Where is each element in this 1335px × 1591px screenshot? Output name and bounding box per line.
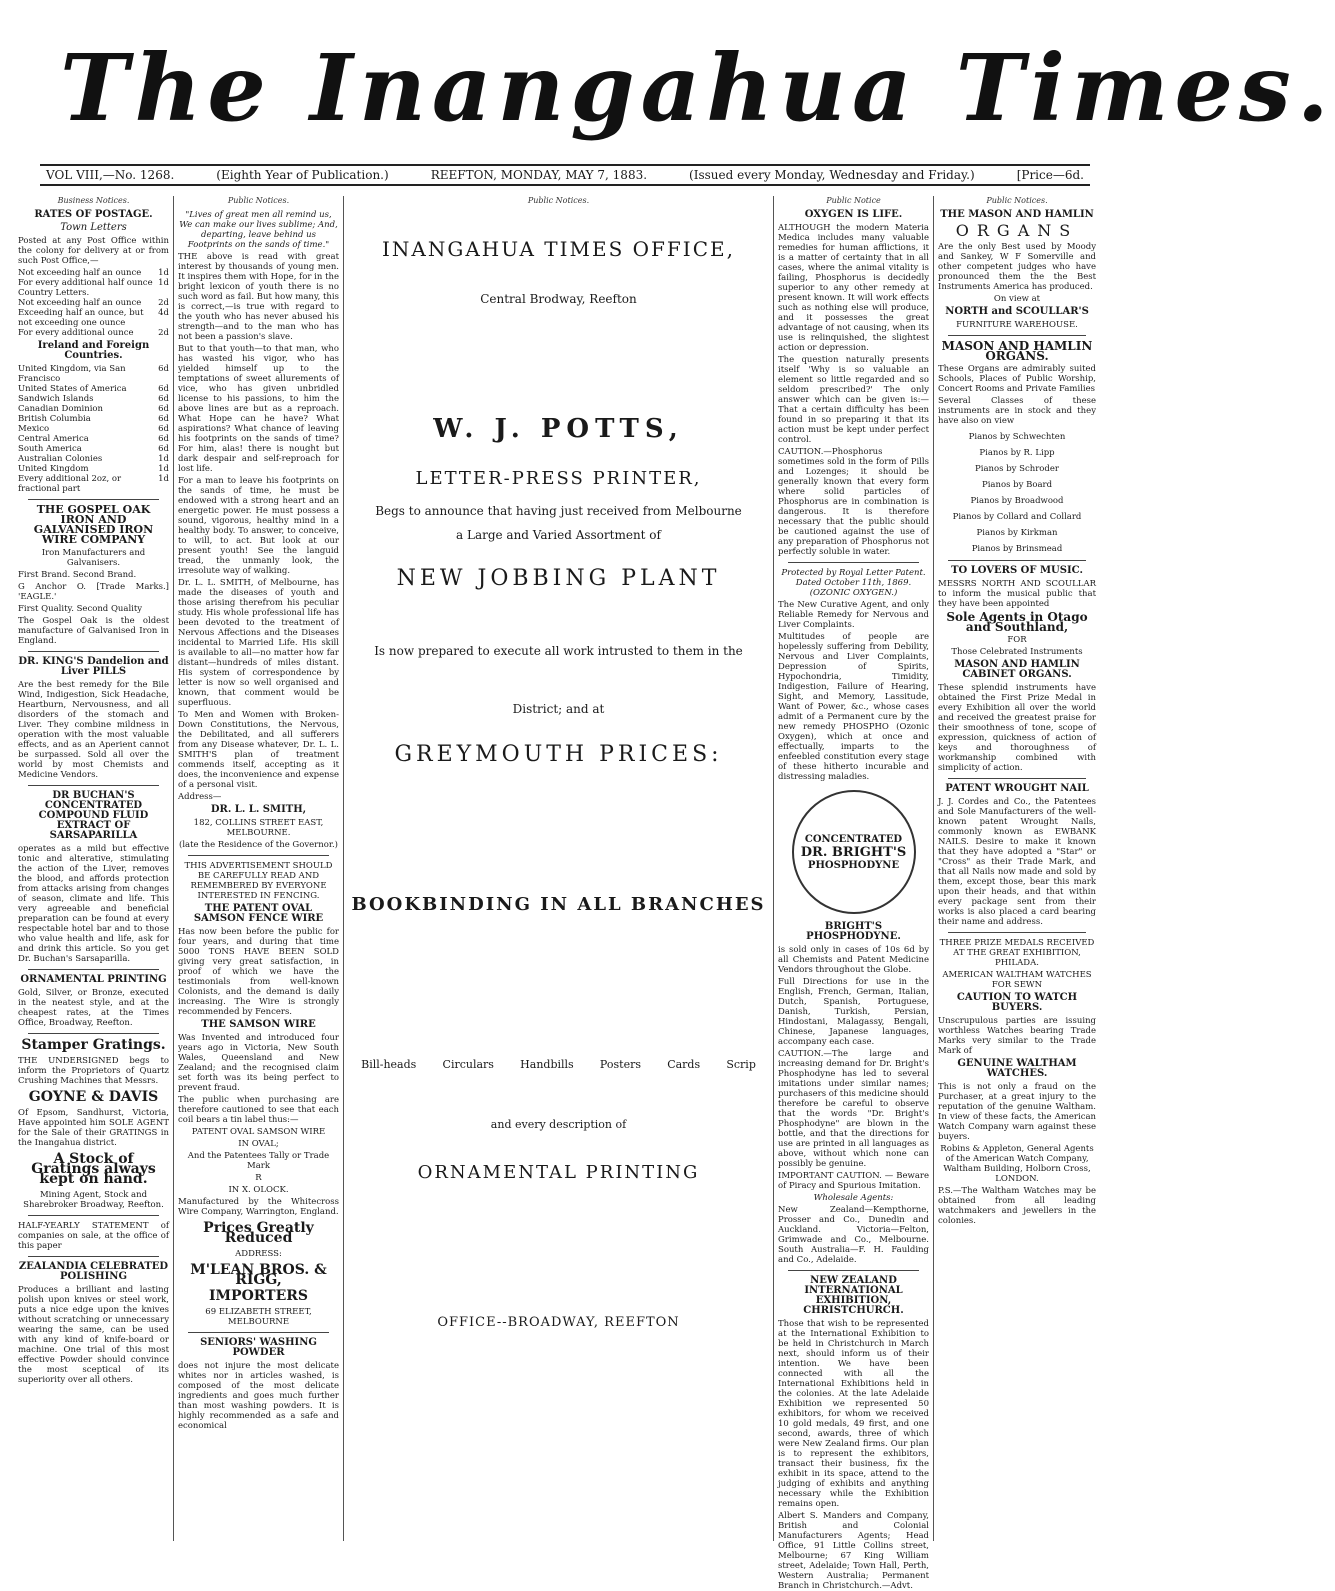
publication-year: (Eighth Year of Publication.) bbox=[216, 168, 389, 182]
broadway-address: Central Brodway, Reefton bbox=[480, 292, 637, 306]
genuine-waltham-text: This is not only a fraud on the Purchaser, at a great injury to the reputation of the genuine Waltham. In view of these facts, the American Watch Company warn against these buyers. bbox=[938, 1082, 1096, 1142]
column-phosphodyne bbox=[774, 196, 934, 1591]
column-printing-ad bbox=[344, 196, 774, 1541]
halfyear-notice: HALF-YEARLY STATEMENT of companies on sale, at the office of this paper bbox=[18, 1221, 169, 1251]
divider bbox=[188, 855, 329, 856]
phosphodyne-seal bbox=[792, 790, 916, 914]
divider bbox=[28, 1256, 159, 1257]
rate-row bbox=[18, 454, 169, 464]
address-label: Address— bbox=[178, 792, 222, 802]
begs-announce: Begs to announce that having just received from Melbourne bbox=[375, 504, 742, 518]
rate-row bbox=[18, 414, 169, 424]
piano-item: Pianos by Schroder bbox=[975, 464, 1059, 474]
text-p4: Dr. L. L. SMITH, of Melbourne, has made the diseases of youth and those arising therefrom his peculiar study. His whole professional life has been devoted to the treatment of Nervous Affections and the Diseases incidental to Married Life. His skill is available to all—no matter how far distant—hundreds of miles distant. His system of correspondence by letter is now so well organised and known, that comment would be superfluous. bbox=[178, 578, 339, 708]
prices-reduced: Prices Greatly Reduced bbox=[203, 1220, 314, 1246]
nz-exhibition-sign: Albert S. Manders and Company, British and Colonial Manufacturers Agents; Head Office, 91 Little Collins street, Melbourne; 67 King William street, Adelaide; Town Hall, Perth, Western Australia; Permanent Branch in Christchurch.—Advt. bbox=[778, 1511, 929, 1591]
foreign-list bbox=[18, 364, 169, 494]
text-p2: But to that youth—to that man, who has wasted his vigor, who has yielded himself up to the temptations of sweet allurements of vice, who has given unbridled license to his passions, to him the above lines are but as a reproach. What Hope can he have? What aspirations? What chance of leaving his footprints on the sands of time? For him, alas! there is nought but dark despair and self-reproach for lost life. bbox=[178, 344, 339, 474]
divider bbox=[948, 778, 1086, 779]
divider bbox=[28, 969, 159, 970]
rate-row bbox=[18, 434, 169, 444]
foreign-title: Ireland and Foreign Countries. bbox=[37, 340, 150, 361]
caution-watch: CAUTION TO WATCH BUYERS. bbox=[956, 992, 1078, 1013]
rate-label: British Columbia bbox=[18, 414, 91, 424]
rate-price: 1d bbox=[158, 278, 169, 288]
print-item: Bill-heads bbox=[361, 1058, 417, 1071]
piano-item: Pianos by R. Lipp bbox=[979, 448, 1055, 458]
tin-label-1: PATENT OVAL SAMSON WIRE bbox=[191, 1127, 326, 1137]
zealandia-title: ZEALANDIA CELEBRATED POLISHING bbox=[18, 1261, 169, 1282]
ornamental-title: ORNAMENTAL PRINTING bbox=[20, 974, 167, 985]
text-p3: For a man to leave his footprints on the sands of time, he must be endowed with a strong heart and an energetic power. He must possess a sound, vigorous, healthy mind in a healthy body. To answer, to conceive, to will, to act. But look at our present youth! See the languid tread, the unmanly look, the irresolute way of walking. bbox=[178, 476, 339, 576]
stock-notice: A Stock of Gratings always kept on hand. bbox=[31, 1151, 156, 1187]
messrs-north: MESSRS NORTH AND SCOULLAR to inform the musical public that they have been appointed bbox=[938, 579, 1096, 609]
column-header: Public Notice bbox=[826, 196, 881, 205]
rate-row bbox=[18, 308, 169, 328]
furniture-warehouse: FURNITURE WAREHOUSE. bbox=[956, 320, 1078, 330]
divider bbox=[28, 499, 159, 500]
patent-nail: PATENT WROUGHT NAIL bbox=[945, 783, 1089, 794]
rate-label: Central America bbox=[18, 434, 89, 444]
piano-item: Pianos by Collard and Collard bbox=[952, 512, 1082, 522]
divider bbox=[28, 785, 159, 786]
rate-price: 6d bbox=[158, 424, 169, 434]
rate-row bbox=[18, 288, 169, 298]
patent-nail-text: J. J. Cordes and Co., the Patentees and Sole Manufacturers of the well-known patent Wrought Nails, commonly known as EWBANK NAILS. Desire to make it known that they have adopted a "Star" or "Cross" as their Trade Mark, and that all Nails now made and sold by them, except those, bear this mark upon their heads, and that within every package sent from their works is also placed a card bearing their name and address. bbox=[938, 797, 1096, 927]
organs-heading: ORGANS bbox=[955, 221, 1079, 240]
genuine-waltham: GENUINE WALTHAM WATCHES. bbox=[957, 1058, 1077, 1079]
splendid-text: These splendid instruments have obtained the First Prize Medal in every Exhibition all over the world and received the greatest praise for their smoothness of tone, scope of expression, quickness of action of keys and thoroughness of workmanship combined with simplicity of action. bbox=[938, 683, 1096, 773]
rate-label: Exceeding half an ounce, but not exceeding one ounce bbox=[18, 308, 144, 328]
bookbinding: BOOKBINDING IN ALL BRANCHES bbox=[351, 894, 766, 915]
gospel-note: The Gospel Oak is the oldest manufacture of Galvanised Iron in England. bbox=[18, 616, 169, 646]
now-prepared: Is now prepared to execute all work intrusted to them in the bbox=[374, 644, 743, 658]
greymouth-prices: GREYMOUTH PRICES: bbox=[394, 742, 723, 767]
king-text: Are the best remedy for the Bile Wind, Indigestion, Sick Headache, Heartburn, Nervousness, and all disorders of the stomach and Liver. They combine mildness in operation with the most valuable effects, and as an Aperient cannot be surpassed. Sold all over the world by most Chemists and Medicine Vendors. bbox=[18, 680, 169, 780]
rate-price: 1d bbox=[158, 454, 169, 464]
posted-text: Posted at any Post Office within the colony for delivery at or from such Post Office,— bbox=[18, 236, 169, 266]
masthead-title: The Inangahua Times. bbox=[60, 34, 1335, 142]
gospel-title: THE GOSPEL OAK IRON AND GALVANISED IRON WIRE COMPANY bbox=[33, 503, 154, 546]
rate-price: 6d bbox=[158, 384, 169, 394]
dateline bbox=[40, 164, 1090, 186]
rate-label: Australian Colonies bbox=[18, 454, 103, 464]
tin-label-3: And the Patentees Tally or Trade Mark bbox=[187, 1151, 330, 1171]
directions: Full Directions for use in the English, French, German, Italian, Dutch, Spanish, Portuguese, Danish, Turkish, Persian, Hindostani, Malagassy, Bengali, Chinese, Japanese languages, accompany each case. bbox=[778, 977, 929, 1047]
importers: IMPORTERS bbox=[209, 1288, 308, 1304]
letterpress-printer: LETTER-PRESS PRINTER, bbox=[415, 468, 702, 489]
zealandia-text: Produces a brilliant and lasting polish upon knives or steel work, puts a nice edge upon the knives without scratching or unnecessary wearing the same, can be used with any kind of knife-board or machine. One trial of this most effective Powder should convince the most sceptical of its superiority over all others. bbox=[18, 1285, 169, 1385]
rate-price: 1d bbox=[158, 474, 169, 484]
ornamental-text: Gold, Silver, or Bronze, executed in the neatest style, and at the cheapest rates, at the Times Office, Broadway, Reefton. bbox=[18, 988, 169, 1028]
samson-wire-text: Was Invented and introduced four years ago in Victoria, New South Wales, Queensland and New Zealand; and the recognised claim set forth was its being perfect to prevent fraud. bbox=[178, 1033, 339, 1093]
rate-price: 2d bbox=[158, 328, 169, 338]
seal-top: CONCENTRATED bbox=[804, 833, 903, 845]
rate-label: Sandwich Islands bbox=[18, 394, 94, 404]
district: District; and at bbox=[512, 702, 605, 716]
rate-price: 6d bbox=[158, 414, 169, 424]
rate-row bbox=[18, 364, 169, 384]
rate-row bbox=[18, 474, 169, 494]
king-title: DR. KING'S Dandelion and Liver PILLS bbox=[18, 656, 169, 677]
piano-item: Pianos by Brinsmead bbox=[971, 544, 1063, 554]
column-public-notices-1 bbox=[174, 196, 344, 1541]
address-heading: ADDRESS: bbox=[235, 1249, 282, 1259]
gospel-brand: First Brand. Second Brand. bbox=[18, 570, 137, 580]
tin-label-2: IN OVAL; bbox=[238, 1139, 279, 1149]
tin-label-5: IN X. OLOCK. bbox=[228, 1185, 289, 1195]
rate-label: South America bbox=[18, 444, 82, 454]
tin-label-4: R bbox=[255, 1173, 262, 1183]
seniors-title: SENIORS' WASHING POWDER bbox=[200, 1337, 317, 1358]
divider bbox=[788, 1270, 919, 1271]
rate-price: 4d bbox=[158, 308, 169, 318]
on-view: On view at bbox=[993, 294, 1041, 304]
new-jobbing-plant: NEW JOBBING PLANT bbox=[396, 566, 721, 591]
samson-text: Has now been before the public for four years, and during that time 5000 TONS HAVE BEEN SOLD giving very great satisfaction, in proof of which we have the testimonials from well-known Colonists, and the demand is daily increasing. The Wire is strongly recommended by Fencers. bbox=[178, 927, 339, 1017]
volume-number: VOL VIII,—No. 1268. bbox=[46, 168, 175, 182]
manufacturer: Manufactured by the Whitecross Wire Company, Warrington, England. bbox=[178, 1197, 339, 1217]
rate-row bbox=[18, 464, 169, 474]
rate-price: 6d bbox=[158, 434, 169, 444]
column-header: Public Notices. bbox=[527, 196, 590, 205]
postscript: P.S.—The Waltham Watches may be obtained from all leading watchmakers and jewellers in the colonies. bbox=[938, 1186, 1096, 1226]
oxygen-p2: The question naturally presents itself 'Why is so valuable an element so little regarded and so seldom prescribed?' The only answer which can be given is:—That a certain difficulty has been found in so preparing it that its action must be kept under perfect control. bbox=[778, 355, 929, 445]
divider bbox=[28, 1033, 159, 1034]
smith-name: DR. L. L. SMITH, bbox=[210, 804, 307, 815]
text-p1: THE above is read with great interest by thousands of young men. It inspires them with Hope, for in the bright lexicon of youth there is no such word as fail. But how many, this is correct,—is true with regard to the youth who has never abused his strength—and to the man who has not been a passion's slave. bbox=[178, 252, 339, 342]
rate-price: 6d bbox=[158, 444, 169, 454]
mining-agent: Mining Agent, Stock and Sharebroker Broadway, Reefton. bbox=[23, 1190, 164, 1210]
rate-price: 6d bbox=[158, 394, 169, 404]
piano-list bbox=[938, 432, 1096, 554]
undersigned-text: THE UNDERSIGNED begs to inform the Proprietors of Quartz Crushing Machines that Messrs. bbox=[18, 1056, 169, 1086]
piano-item: Pianos by Schwechten bbox=[968, 432, 1066, 442]
issue-schedule: (Issued every Monday, Wednesday and Friday.) bbox=[689, 168, 975, 182]
seniors-text: does not injure the most delicate whites nor in articles washed, is composed of the most delicate ingredients and goes much further than most washing powders. It is highly recommended as a safe and economical bbox=[178, 1361, 339, 1431]
stamper-title: Stamper Gratings. bbox=[21, 1037, 166, 1053]
print-item: Circulars bbox=[442, 1058, 494, 1071]
postage-title: RATES OF POSTAGE. bbox=[34, 209, 153, 220]
divider bbox=[188, 1332, 329, 1333]
divider bbox=[28, 651, 159, 652]
rate-row bbox=[18, 404, 169, 414]
rate-row bbox=[18, 394, 169, 404]
bright-text: is sold only in cases of 10s 6d by all Chemists and Patent Medicine Vendors throughout the Globe. bbox=[778, 945, 929, 975]
office-title: INANGAHUA TIMES OFFICE, bbox=[382, 237, 735, 261]
buchan-text: operates as a mild but effective tonic and alterative, stimulating the action of the Liver, removes the blood, and affords protection from attacks arising from changes of season, climate and life. This very agreeable and beneficial preparation can be found at every respectable hotel bar and to those who value health and life, ask for and drink this article. So you get Dr. Buchan's Sarsaparilla. bbox=[18, 844, 169, 964]
smith-address: 182, COLLINS STREET EAST, MELBOURNE. bbox=[193, 818, 324, 838]
price: [Price—6d. bbox=[1016, 168, 1084, 182]
place-date: REEFTON, MONDAY, MAY 7, 1883. bbox=[430, 168, 648, 182]
rate-price: 1d bbox=[158, 268, 169, 278]
elizabeth-street: 69 ELIZABETH STREET, MELBOURNE bbox=[205, 1307, 312, 1327]
piano-item: Pianos by Kirkman bbox=[976, 528, 1058, 538]
samson-wire: THE SAMSON WIRE bbox=[201, 1019, 316, 1030]
seal-bottom: PHOSPHODYNE bbox=[807, 859, 900, 871]
rate-label: United Kingdom, via San Francisco bbox=[18, 364, 126, 384]
mlean-bros: M'LEAN BROS. & RIGG, bbox=[190, 1262, 327, 1288]
celebrated-instruments: Those Celebrated Instruments bbox=[951, 647, 1083, 657]
rate-label: Not exceeding half an ounce bbox=[18, 298, 142, 308]
advertisement-warning: THIS ADVERTISEMENT SHOULD BE CAREFULLY READ AND REMEMBERED BY EVERYONE INTERESTED IN FENCING. bbox=[184, 861, 333, 901]
text-p5: To Men and Women with Broken-Down Constitutions, the Nervous, the Debilitated, and all sufferers from any Disease whatever, Dr. L. L. SMITH'S plan of treatment commends itself, accepting as it does, the inconvenience and expense of a personal visit. bbox=[178, 710, 339, 790]
organs-only: Are the only Best used by Moody and Sankey, W F Somerville and other competent judges who have pronounced them the the Best Instruments America has produced. bbox=[938, 242, 1096, 292]
rate-price: 6d bbox=[158, 404, 169, 414]
rate-label: United States of America bbox=[18, 384, 127, 394]
samson-title: THE PATENT OVAL SAMSON FENCE WIRE bbox=[193, 903, 324, 924]
gospel-marks: G Anchor O. [Trade Marks.] 'EAGLE.' bbox=[18, 582, 169, 602]
mason-hamlin: THE MASON AND HAMLIN bbox=[940, 209, 1094, 220]
important-caution: IMPORTANT CAUTION. — Beware of Piracy and Spurious Imitation. bbox=[778, 1171, 929, 1191]
rate-row bbox=[18, 424, 169, 434]
rate-row bbox=[18, 278, 169, 288]
rate-price: 1d bbox=[158, 464, 169, 474]
robins-appleton: Robins & Appleton, General Agents of the American Watch Company, Waltham Building, Holborn Cross, LONDON. bbox=[940, 1144, 1094, 1184]
caution-watch-text: Unscrupulous parties are issuing worthless Watches bearing Trade Marks very similar to the Trade Mark of bbox=[938, 1016, 1096, 1056]
rate-row bbox=[18, 384, 169, 394]
several-classes: Several Classes of these instruments are in stock and they have also on view bbox=[938, 396, 1096, 426]
samson-caution: The public when purchasing are therefore cautioned to see that each coil bears a tin label thus:— bbox=[178, 1095, 339, 1125]
oxygen-p1: ALTHOUGH the modern Materia Medica includes many valuable remedies for human afflictions, it is a matter of certainty that in all cases, where the animal vitality is failing, Phosphorus is decidedly superior to any other remedy at present known. It will work effects such as nothing else will produce, and it possesses the great advantage of not causing, when its use is relinquished, the slightest action or depression. bbox=[778, 223, 929, 353]
print-item: Cards bbox=[667, 1058, 701, 1071]
rate-price: 6d bbox=[158, 364, 169, 374]
print-items bbox=[348, 1060, 769, 1070]
organs-suited: These Organs are admirably suited Schools, Places of Public Worship, Concert Rooms and Private Families bbox=[938, 364, 1096, 394]
rate-label: Mexico bbox=[18, 424, 50, 434]
divider bbox=[948, 335, 1086, 336]
goyne-davis: GOYNE & DAVIS bbox=[28, 1089, 159, 1105]
divider bbox=[788, 562, 919, 563]
ornamental-printing: ORNAMENTAL PRINTING bbox=[417, 1162, 700, 1183]
rate-row bbox=[18, 298, 169, 308]
large-assortment: a Large and Varied Assortment of bbox=[456, 528, 661, 542]
divider bbox=[28, 1215, 159, 1216]
curative-agent: The New Curative Agent, and only Reliable Remedy for Nervous and Liver Complaints. bbox=[778, 600, 929, 630]
wholesale-agents-label: Wholesale Agents: bbox=[813, 1193, 894, 1203]
buchan-title: DR BUCHAN'S CONCENTRATED COMPOUND FLUID EXTRACT OF SARSAPARILLA bbox=[38, 790, 149, 841]
divider bbox=[948, 560, 1086, 561]
rate-row bbox=[18, 328, 169, 338]
piano-item: Pianos by Board bbox=[981, 480, 1053, 490]
protected-patent: Protected by Royal Letter Patent. Dated October 11th, 1869. (OZONIC OXYGEN.) bbox=[781, 568, 926, 598]
poem: "Lives of great men all remind us, We can make our lives sublime; And, departing, leave behind us Footprints on the sands of time." bbox=[179, 210, 338, 250]
gospel-sub: Iron Manufacturers and Galvanisers. bbox=[41, 548, 146, 568]
nz-exhibition-text: Those that wish to be represented at the International Exhibition to be held in Christchurch in March next, should inform us of their intention. We have been connected with all the International Exhibitions held in the colonies. At the late Adelaide Exhibition we represented 50 exhibitors, for whom we received 10 gold medals, 49 first, and one second, awards, three of which were New Zealand firms. Our plan is to represent the exhibitors, transact their business, fix the exhibit in its space, attend to the judging of exhibits and anything necessary while the Exhibition remains open. bbox=[778, 1319, 929, 1509]
gospel-quality: First Quality. Second Quality bbox=[18, 604, 143, 614]
rate-label: Country Letters. bbox=[18, 288, 90, 298]
american-waltham: AMERICAN WALTHAM WATCHES FOR SEWN bbox=[942, 970, 1092, 990]
rate-row bbox=[18, 444, 169, 454]
nz-exhibition-title: NEW ZEALAND INTERNATIONAL EXHIBITION, CHRISTCHURCH. bbox=[803, 1275, 904, 1316]
town-letters: Town Letters bbox=[60, 222, 127, 233]
rate-price: 2d bbox=[158, 298, 169, 308]
column-header: Public Notices. bbox=[227, 196, 290, 205]
rate-label: Not exceeding half an ounce bbox=[18, 268, 142, 278]
piano-item: Pianos by Broadwood bbox=[970, 496, 1064, 506]
mason-hamlin-organs: MASON AND HAMLIN ORGANS. bbox=[941, 339, 1093, 363]
seal-mid: DR. BRIGHT'S bbox=[800, 844, 907, 860]
potts-name: W. J. POTTS, bbox=[433, 414, 684, 444]
cabinet-organs: MASON AND HAMLIN CABINET ORGANS. bbox=[954, 659, 1080, 680]
multitudes-text: Multitudes of people are hopelessly suffering from Debility, Nervous and Liver Complaints, Depression of Spirits, Hypochondria, Timidity, Indigestion, Failure of Hearing, Sight, and Memory, Lassitude, Want of Power, &c., whose cases admit of a Permanent cure by the new remedy PHOSPHO (Ozonic Oxygen), which at once and effectually, imparts to the enfeebled constitution every stage of these hitherto incurable and distressing maladies. bbox=[778, 632, 929, 782]
sole-agents: Sole Agents in Otago and Southland, bbox=[946, 610, 1088, 634]
print-item: Handbills bbox=[520, 1058, 574, 1071]
print-item: Scrip bbox=[726, 1058, 756, 1071]
north-scoullar: NORTH and SCOULLAR'S bbox=[945, 306, 1089, 317]
rate-row bbox=[18, 268, 169, 278]
print-item: Posters bbox=[599, 1058, 641, 1071]
every-description: and every description of bbox=[490, 1118, 627, 1131]
caution-2: CAUTION.—The large and increasing demand for Dr. Bright's Phosphodyne has led to several imitations under similar names; purchasers of this medicine should therefore be careful to observe that the words "Dr. Bright's Phosphodyne" are blown in the bottle, and that the directions for use are printed in all languages as above, without which none can possibly be genuine. bbox=[778, 1049, 929, 1169]
office-broadway: OFFICE--BROADWAY, REEFTON bbox=[437, 1315, 680, 1330]
column-header: Public Notices. bbox=[986, 196, 1048, 205]
rate-label: For every additional ounce bbox=[18, 328, 134, 338]
divider bbox=[948, 932, 1086, 933]
rate-label: For every additional half ounce bbox=[18, 278, 153, 288]
rate-label: Every additional 2oz, or fractional part bbox=[18, 474, 122, 494]
for-label: FOR bbox=[1007, 635, 1027, 645]
goyne-text: Of Epsom, Sandhurst, Victoria, Have appointed him SOLE AGENT for the Sale of their GRATINGS in the Inangahua district. bbox=[18, 1108, 169, 1148]
smith-note: (late the Residence of the Governor.) bbox=[179, 840, 338, 850]
rate-label: United Kingdom bbox=[18, 464, 89, 474]
rate-label: Canadian Dominion bbox=[18, 404, 104, 414]
column-business-notices bbox=[14, 196, 174, 1541]
bright-title: BRIGHT'S PHOSPHODYNE. bbox=[806, 921, 901, 942]
oxygen-title: OXYGEN IS LIFE. bbox=[804, 209, 903, 220]
column-organs bbox=[934, 196, 1100, 1541]
caution-1: CAUTION.—Phosphorus sometimes sold in the form of Pills and Lozenges; it should be generally known that every form where solid particles of Phosphorus are in combination is dangerous. It is therefore necessary that the public should be cautioned against the use of any preparation of Phosphorus not perfectly soluble in water. bbox=[778, 447, 929, 557]
postage-list bbox=[18, 268, 169, 338]
lovers-of-music: TO LOVERS OF MUSIC. bbox=[951, 565, 1083, 576]
column-header: Business Notices. bbox=[57, 196, 130, 205]
three-medals: THREE PRIZE MEDALS RECEIVED AT THE GREAT EXHIBITION, PHILADA. bbox=[939, 938, 1095, 968]
wholesale-agents: New Zealand—Kempthorne, Prosser and Co., Dunedin and Auckland. Victoria—Felton, Grimwade and Co., Melbourne. South Australia—F. H. Faulding and Co., Adelaide. bbox=[778, 1205, 929, 1265]
